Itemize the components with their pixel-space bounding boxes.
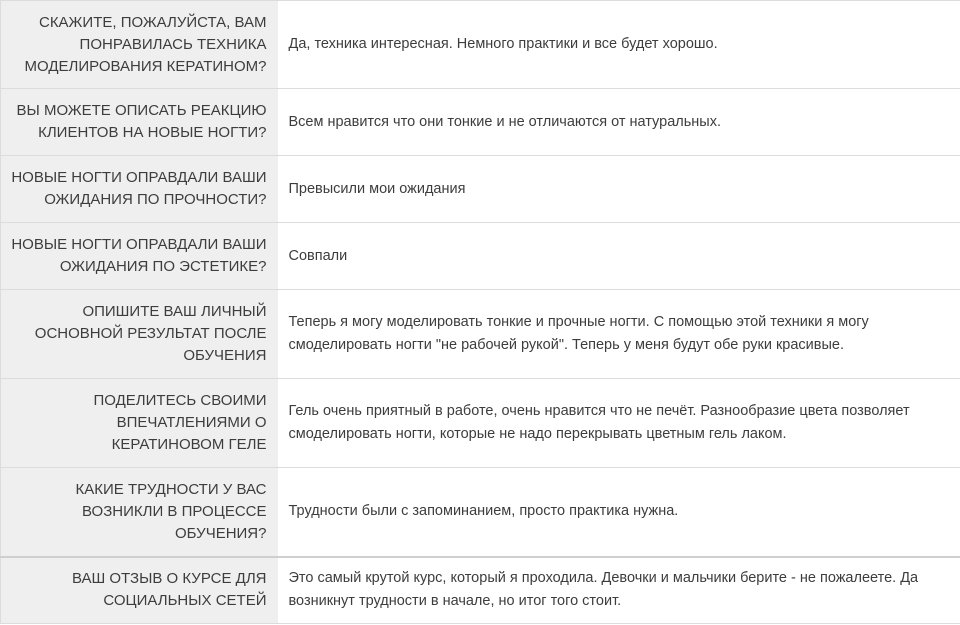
question-cell: ВЫ МОЖЕТЕ ОПИСАТЬ РЕАКЦИЮ КЛИЕНТОВ НА НОВЫЕ НОГТИ?: [1, 89, 278, 156]
question-cell: ПОДЕЛИТЕСЬ СВОИМИ ВПЕЧАТЛЕНИЯМИ О КЕРАТИНОВОМ ГЕЛЕ: [1, 379, 278, 468]
table-row: [1, 89, 960, 156]
table-row: [1, 557, 960, 624]
question-cell: ОПИШИТЕ ВАШ ЛИЧНЫЙ ОСНОВНОЙ РЕЗУЛЬТАТ ПОСЛЕ ОБУЧЕНИЯ: [1, 290, 278, 379]
answer-cell: Совпали: [278, 223, 960, 290]
question-cell: КАКИЕ ТРУДНОСТИ У ВАС ВОЗНИКЛИ В ПРОЦЕССЕ ОБУЧЕНИЯ?: [1, 468, 278, 557]
answer-cell: Это самый крутой курс, который я проходила. Девочки и мальчики берите - не пожалеете. Да возникнут трудности в начале, но итог того стоит.: [278, 557, 960, 624]
question-cell: ВАШ ОТЗЫВ О КУРСЕ ДЛЯ СОЦИАЛЬНЫХ СЕТЕЙ: [1, 557, 278, 624]
answer-cell: Превысили мои ожидания: [278, 156, 960, 223]
table-row: [1, 468, 960, 557]
table-row: [1, 379, 960, 468]
answer-cell: Теперь я могу моделировать тонкие и прочные ногти. С помощью этой техники я могу смоделировать ногти "не рабочей рукой". Теперь у меня будут обе руки красивые.: [278, 290, 960, 379]
question-cell: НОВЫЕ НОГТИ ОПРАВДАЛИ ВАШИ ОЖИДАНИЯ ПО ПРОЧНОСТИ?: [1, 156, 278, 223]
question-cell: НОВЫЕ НОГТИ ОПРАВДАЛИ ВАШИ ОЖИДАНИЯ ПО ЭСТЕТИКЕ?: [1, 223, 278, 290]
question-cell: СКАЖИТЕ, ПОЖАЛУЙСТА, ВАМ ПОНРАВИЛАСЬ ТЕХНИКА МОДЕЛИРОВАНИЯ КЕРАТИНОМ?: [1, 1, 278, 89]
table-row: [1, 223, 960, 290]
table-row: [1, 1, 960, 89]
answer-cell: Гель очень приятный в работе, очень нравится что не печёт. Разнообразие цвета позволяет смоделировать ногти, которые не надо перекрывать цветным гель лаком.: [278, 379, 960, 468]
answer-cell: Трудности были с запоминанием, просто практика нужна.: [278, 468, 960, 557]
table-row: [1, 290, 960, 379]
table-row: [1, 156, 960, 223]
answer-cell: Всем нравится что они тонкие и не отличаются от натуральных.: [278, 89, 960, 156]
answer-cell: Да, техника интересная. Немного практики и все будет хорошо.: [278, 1, 960, 89]
